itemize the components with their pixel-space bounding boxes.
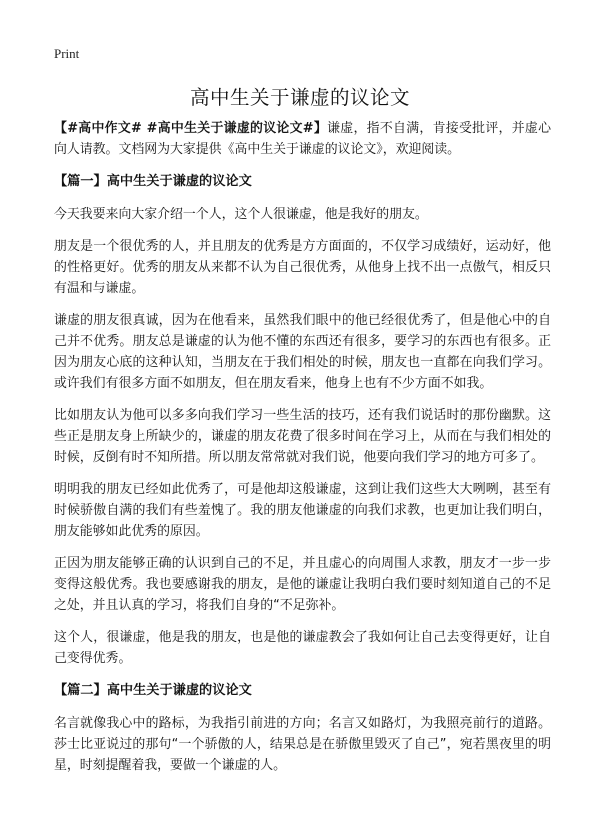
paragraph: 比如朋友认为他可以多多向我们学习一些生活的技巧，还有我们说话时的那份幽默。这些正是朋友身上所缺少的，谦虚的朋友花费了很多时间在学习上，从而在与我们相处的时候，反倒有时不知所措。所以朋友常常就对我们说，他要向我们学习的地方可多了。 (54, 408, 551, 465)
paragraph: 这个人，很谦虚，他是我的朋友，也是他的谦虚教会了我如何让自己去变得更好，让自己变得优秀。 (54, 630, 551, 666)
section-heading-2: 【篇二】高中生关于谦虚的议论文 (54, 683, 252, 698)
paragraph: 明明我的朋友已经如此优秀了，可是他却这般谦虚，这到让我们这些大大咧咧，甚至有时候骄傲自满的我们有些羞愧了。我的朋友他谦虚的向我们求教，也更加让我们明白，朋友能够如此优秀的原因。 (54, 482, 551, 539)
paragraph: 今天我要来向大家介绍一个人，这个人很谦虚，他是我好的朋友。 (54, 207, 428, 222)
intro-paragraph (54, 118, 551, 160)
paragraph: 谦虚的朋友很真诚，因为在他看来，虽然我们眼中的他已经很优秀了，但是他心中的自己并不优秀。朋友总是谦虚的认为他不懂的东西还有很多，要学习的东西也有很多。正因为朋友心底的这种认知，当朋友在于我们相处的时候，朋友也一直都在向我们学习。或许我们有很多方面不如朋友，但在朋友看来，他身上也有不少方面不如我。 (54, 313, 551, 391)
intro-text: 谦虚，指不自满，肯接受批评，并虚心向人请教。文档网为大家提供《高中生关于谦虚的议论文》，欢迎阅读。 (54, 121, 551, 157)
intro-tag: 【#高中作文# #高中生关于谦虚的议论文#】 (54, 121, 328, 136)
section-heading-1: 【篇一】高中生关于谦虚的议论文 (54, 174, 252, 189)
paragraph: 正因为朋友能够正确的认识到自己的不足，并且虚心的向周围人求教，朋友才一步一步变得这般优秀。我也要感谢我的朋友，是他的谦虚让我明白我们要时刻知道自己的不足之处，并且认真的学习，将我们自身的“不足弥补。 (54, 556, 551, 613)
print-label[interactable]: Print (54, 46, 80, 61)
paragraph: 名言就像我心中的路标，为我指引前进的方向；名言又如路灯，为我照亮前行的道路。莎士比亚说过的那句“一个骄傲的人，结果总是在骄傲里毁灭了自己”，宛若黑夜里的明星，时刻提醒着我，要做一个谦虚的人。 (54, 716, 551, 773)
document-title: 高中生关于谦虚的议论文 (189, 86, 410, 109)
document-body (54, 118, 551, 787)
paragraph: 朋友是一个很优秀的人，并且朋友的优秀是方方面面的，不仅学习成绩好，运动好，他的性格更好。优秀的朋友从来都不认为自己很优秀，从他身上找不出一点傲气，相反只有温和与谦虚。 (54, 239, 551, 296)
